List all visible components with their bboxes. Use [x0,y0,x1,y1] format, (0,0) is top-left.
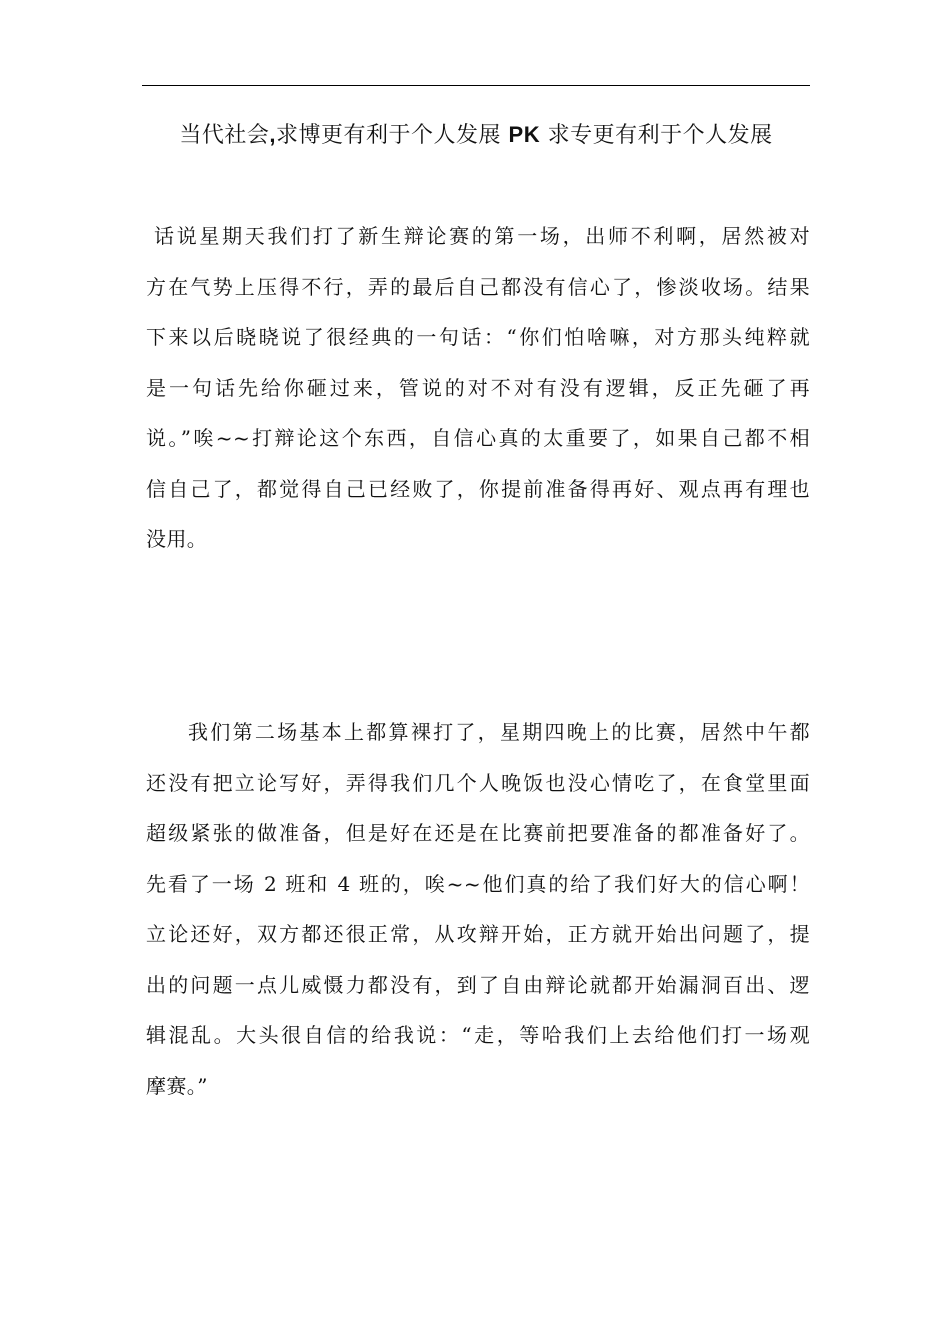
paragraph-line: 辑混乱。大头很自信的给我说：“走，等哈我们上去给他们打一场观 [146,1023,810,1047]
paragraph-line: 立论还好，双方都还很正常，从攻辩开始，正方就开始出问题了，提 [146,922,810,946]
paragraph-line: 还没有把立论写好，弄得我们几个人晚饭也没心情吃了，在食堂里面 [146,770,810,795]
paragraph-line: 说。”唉~~打辩论这个东西，自信心真的太重要了，如果自己都不相 [146,426,810,450]
paragraph-line: 是一句话先给你砸过来，管说的对不对有没有逻辑，反正先砸了再 [146,375,810,400]
paragraph-line: 我们第二场基本上都算裸打了，星期四晚上的比赛，居然中午都 [188,720,810,744]
paragraph-2 [146,707,810,1111]
document-title [142,118,810,153]
title-pk: PK [508,122,541,147]
paragraph-line: 话说星期天我们打了新生辩论赛的第一场，出师不利啊，居然被对 [154,224,810,248]
paragraph-line: 下来以后晓晓说了很经典的一句话：“你们怕啥嘛，对方那头纯粹就 [146,325,810,349]
title-comma: , [269,122,277,147]
title-part-1: 当代社会 [179,123,270,148]
paragraph-line: 超级紧张的做准备，但是好在还是在比赛前把要准备的都准备好了。 [146,821,810,845]
paragraph-line: 摩赛。” [146,1073,208,1098]
paragraph-line: 先看了一场 2 班和 4 班的，唉~~他们真的给了我们好大的信心啊！ [146,871,810,896]
paragraph-line: 信自己了，都觉得自己已经败了，你提前准备得再好、观点再有理也 [146,476,810,501]
paragraph-line: 没用。 [146,527,208,551]
header-rule [142,85,810,86]
paragraph-1 [146,211,810,565]
title-part-2: 求博更有利于个人发展 [276,123,509,148]
title-part-3: 求专更有利于个人发展 [540,123,773,148]
paragraph-line: 方在气势上压得不行，弄的最后自己都没有信心了，惨淡收场。结果 [146,274,810,299]
paragraph-line: 出的问题一点儿威慑力都没有，到了自由辩论就都开始漏洞百出、逻 [146,972,810,997]
